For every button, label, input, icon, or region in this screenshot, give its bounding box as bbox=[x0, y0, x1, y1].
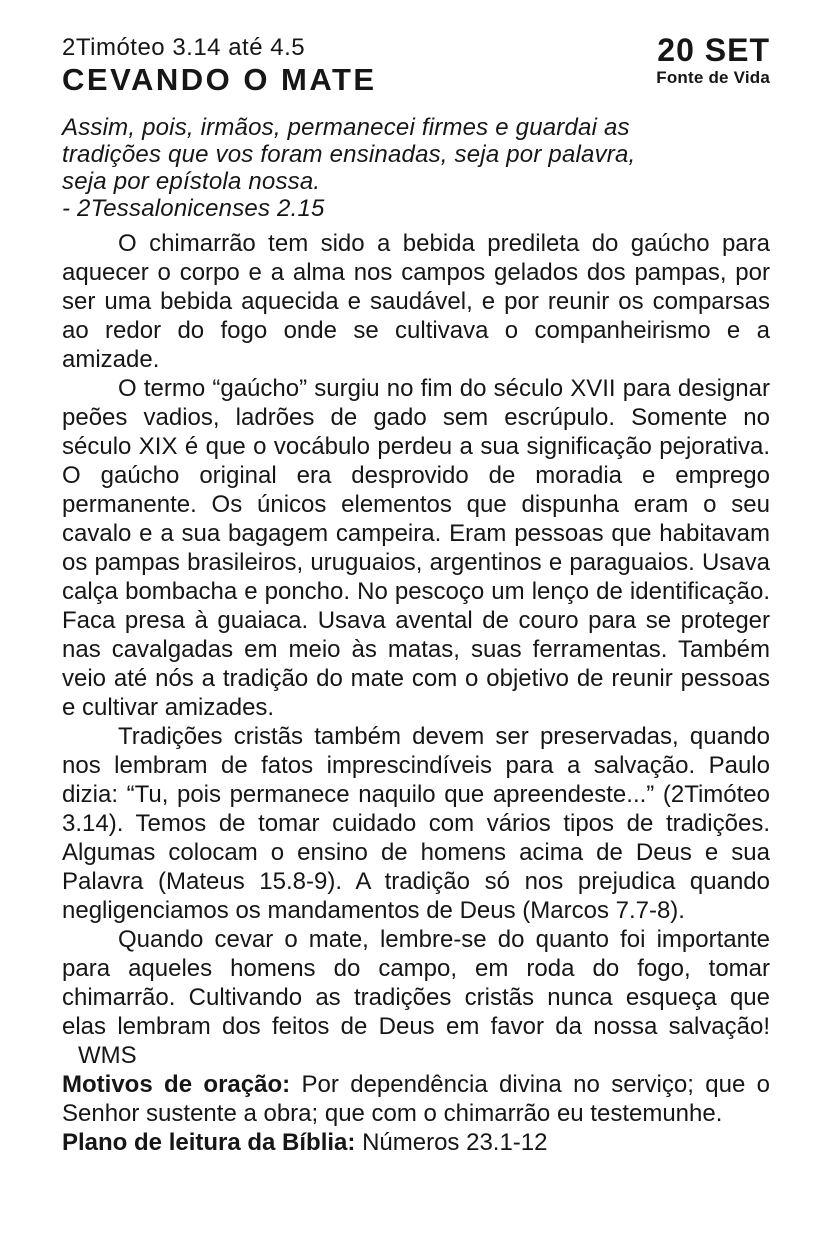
epigraph-line: tradições que vos foram ensinadas, seja por palavra, bbox=[62, 141, 636, 168]
scripture-reading-reference: 2Timóteo 3.14 até 4.5 bbox=[62, 34, 306, 61]
prayer-motives-line bbox=[62, 1070, 770, 1128]
epigraph-verse bbox=[62, 114, 770, 222]
page-title: CEVANDO O MATE bbox=[62, 62, 377, 97]
body-paragraph: Tradições cristãs também devem ser preservadas, quando nos lembram de fatos imprescindíveis para a salvação. Paulo dizia: “Tu, pois permanece naquilo que apreendeste...” (2Timóteo 3.14). Temos de tomar cuidado com vários tipos de tradições. Algumas colocam o ensino de homens acima de Deus e sua Palavra (Mateus 15.8-9). A tradição só nos prejudica quando negligenciamos os mandamentos de Deus (Marcos 7.7-8). bbox=[62, 723, 770, 924]
page-header bbox=[62, 34, 770, 97]
epigraph-line: Assim, pois, irmãos, permanecei firmes e guardai as bbox=[62, 114, 630, 141]
page-footer bbox=[62, 1070, 770, 1157]
reading-plan-text: Números 23.1-12 bbox=[362, 1129, 548, 1156]
body-paragraph: O termo “gaúcho” surgiu no fim do século XVII para designar peões vadios, ladrões de gado sem escrúpulo. Somente no século XIX é que o vocábulo perdeu a sua significação pejorativa. O gaúcho original era desprovido de moradia e emprego permanente. Os únicos elementos que dispunha eram o seu cavalo e a sua bagagem campeira. Eram pessoas que habitavam os pampas brasileiros, uruguaios, argentinos e paraguaios. Usava calça bombacha e poncho. No pescoço um lenço de identificação. Faca presa à guaiaca. Usava avental de couro para se proteger nas cavalgadas em meio às matas, suas ferramentas. Também veio até nós a tradição do mate com o objetivo de reunir pessoas e cultivar amizades. bbox=[62, 375, 770, 721]
body-paragraph: O chimarrão tem sido a bebida predileta do gaúcho para aquecer o corpo e a alma nos campos gelados dos pampas, por ser uma bebida aquecida e saudável, e por reunir os comparsas ao redor do fogo onde se cultivava o companheirismo e a amizade. bbox=[62, 230, 770, 373]
prayer-motives-label: Motivos de oração: bbox=[62, 1071, 291, 1098]
publication-name: Fonte de Vida bbox=[656, 68, 770, 87]
header-right bbox=[656, 34, 770, 88]
header-left bbox=[62, 34, 377, 97]
date-label: 20 SET bbox=[657, 32, 770, 68]
reading-plan-line bbox=[62, 1128, 770, 1157]
body-paragraph-text: Quando cevar o mate, lembre-se do quanto foi importante para aqueles homens do campo, em roda do fogo, tomar chimarrão. Cultivando as tradições cristãs nunca esqueça que elas lembram dos feitos de Deus em favor da nossa salvação! bbox=[62, 926, 770, 1040]
epigraph-attribution: - 2Tessalonicenses 2.15 bbox=[62, 195, 325, 222]
prayer-motives-text: Por dependência divina no serviço; que o Senhor sustente a obra; que com o chimarrão eu testemunhe. bbox=[62, 1071, 771, 1127]
epigraph-line: seja por epístola nossa. bbox=[62, 168, 321, 195]
author-initials: WMS bbox=[78, 1042, 137, 1069]
reading-plan-label: Plano de leitura da Bíblia: bbox=[62, 1129, 356, 1156]
devotional-body bbox=[62, 229, 770, 1070]
body-paragraph bbox=[62, 925, 770, 1070]
